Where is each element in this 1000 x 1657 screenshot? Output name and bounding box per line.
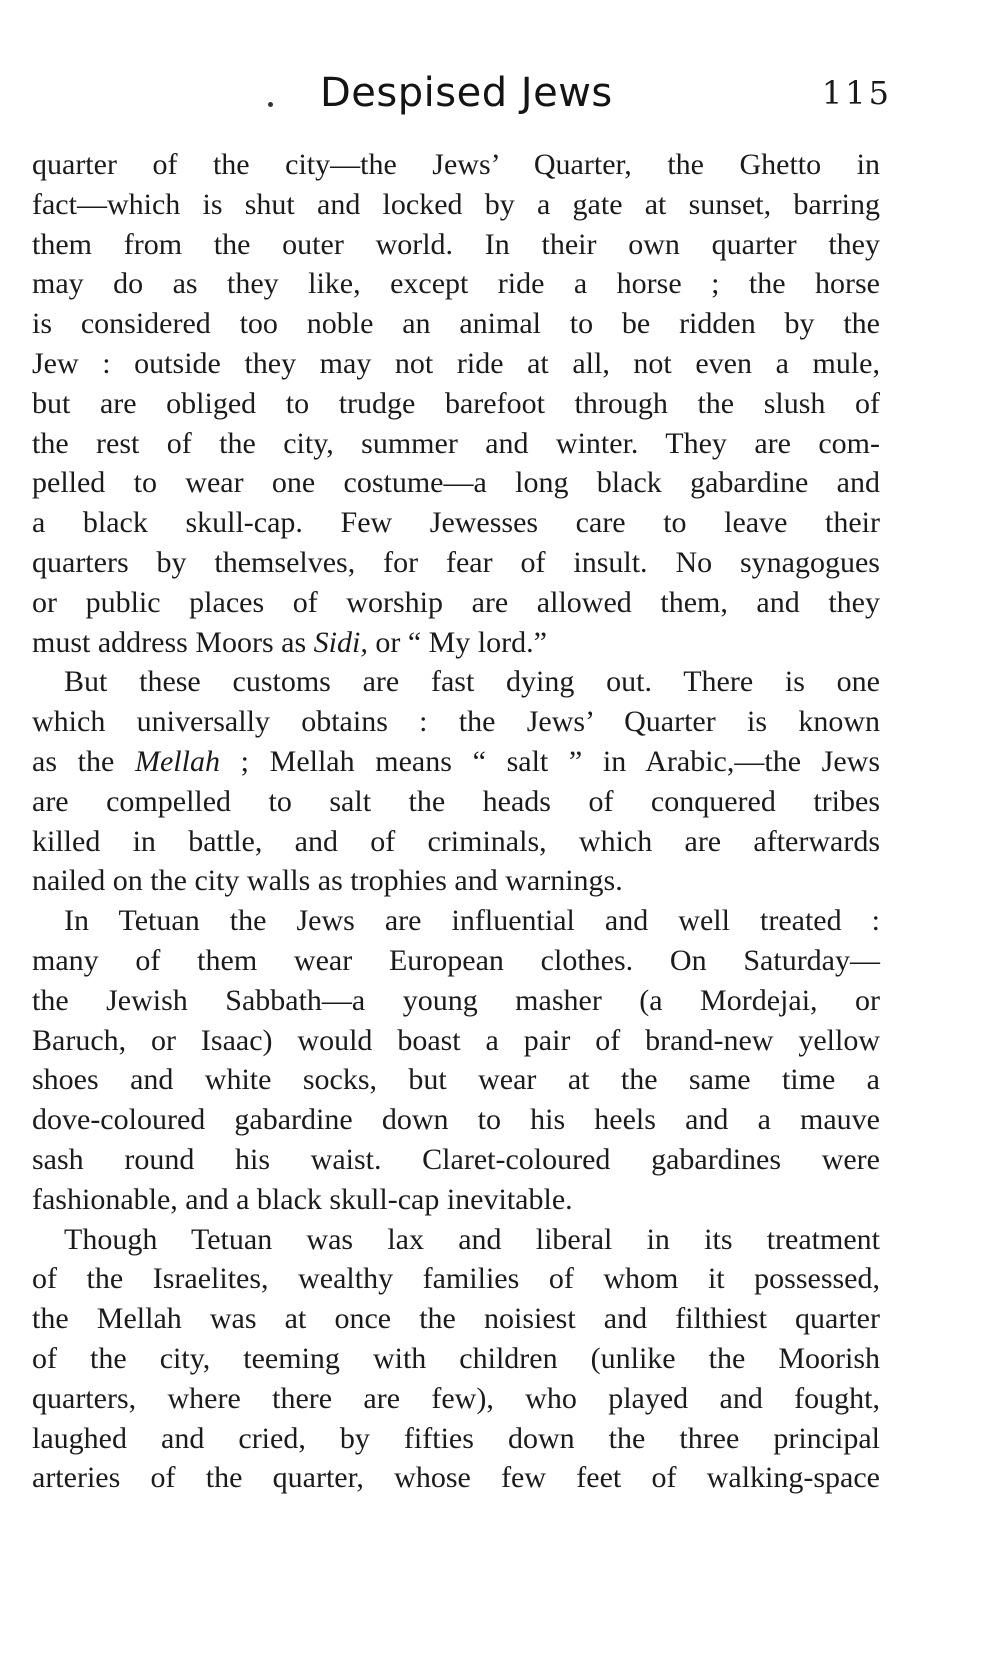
- text-line: of the city, teeming with children (unlike the Moorish: [32, 1341, 880, 1375]
- text-line: a black skull-cap. Few Jewesses care to leave their: [32, 506, 880, 540]
- text-line: quarter of the city—the Jews’ Quarter, the Ghetto in: [32, 148, 880, 181]
- text-line: Baruch, or Isaac) would boast a pair of brand-new yellow: [32, 1023, 880, 1057]
- text-line: quarters by themselves, for fear of insult. No synagogues: [32, 545, 880, 579]
- text-line: fashionable, and a black skull-cap inevitable.: [32, 1182, 573, 1216]
- page-number: 115: [821, 74, 892, 112]
- text-line: In Tetuan the Jews are influential and well treated :: [64, 904, 880, 938]
- italic-word: Mellah: [134, 744, 220, 778]
- text-line: but are obliged to trudge barefoot through the slush of: [32, 386, 880, 420]
- text-line: must address Moors as Sidi, or “ My lord.”: [32, 625, 547, 659]
- body-text: [32, 145, 880, 1498]
- text-line: which universally obtains : the Jews’ Quarter is known: [32, 705, 880, 739]
- text-line: are compelled to salt the heads of conquered tribes: [32, 784, 880, 818]
- text-line: them from the outer world. In their own quarter they: [32, 227, 880, 261]
- text-line: the rest of the city, summer and winter. They are com-: [32, 426, 880, 460]
- text-line: of the Israelites, wealthy families of whom it possessed,: [32, 1262, 880, 1296]
- text-line: shoes and white socks, but wear at the same time a: [32, 1063, 880, 1097]
- text-line: arteries of the quarter, whose few feet of walking-space: [32, 1461, 880, 1495]
- text-line: sash round his waist. Claret-coloured gabardines were: [32, 1142, 880, 1176]
- text-line: killed in battle, and of criminals, which are afterwards: [32, 824, 880, 858]
- italic-word: Sidi,: [313, 625, 368, 659]
- text-line: pelled to wear one costume—a long black gabardine and: [32, 466, 880, 500]
- text-line: many of them wear European clothes. On Saturday—: [32, 943, 880, 977]
- text-line: Jew : outside they may not ride at all, not even a mule,: [32, 346, 880, 380]
- print-speck: [268, 102, 273, 107]
- running-head: [0, 70, 1000, 130]
- text-line: nailed on the city walls as trophies and warnings.: [32, 864, 623, 898]
- text-line: or public places of worship are allowed them, and they: [32, 585, 880, 619]
- text-line: may do as they like, except ride a horse ; the horse: [32, 267, 880, 301]
- text-line: But these customs are fast dying out. There is one: [64, 665, 880, 699]
- text-line: is considered too noble an animal to be ridden by the: [32, 307, 880, 341]
- text-line: the Jewish Sabbath—a young masher (a Mordejai, or: [32, 983, 880, 1017]
- text-line: as the Mellah ; Mellah means “ salt ” in Arabic,—the Jews: [32, 744, 881, 778]
- running-title: Despised Jews: [320, 70, 613, 116]
- text-line: Though Tetuan was lax and liberal in its treatment: [64, 1222, 880, 1256]
- text-line: the Mellah was at once the noisiest and filthiest quarter: [32, 1302, 880, 1336]
- text-line: dove-coloured gabardine down to his heels and a mauve: [32, 1103, 880, 1137]
- text-line: fact—which is shut and locked by a gate at sunset, barring: [32, 187, 880, 221]
- text-line: quarters, where there are few), who played and fought,: [32, 1381, 880, 1415]
- text-line: laughed and cried, by fifties down the three principal: [32, 1421, 880, 1455]
